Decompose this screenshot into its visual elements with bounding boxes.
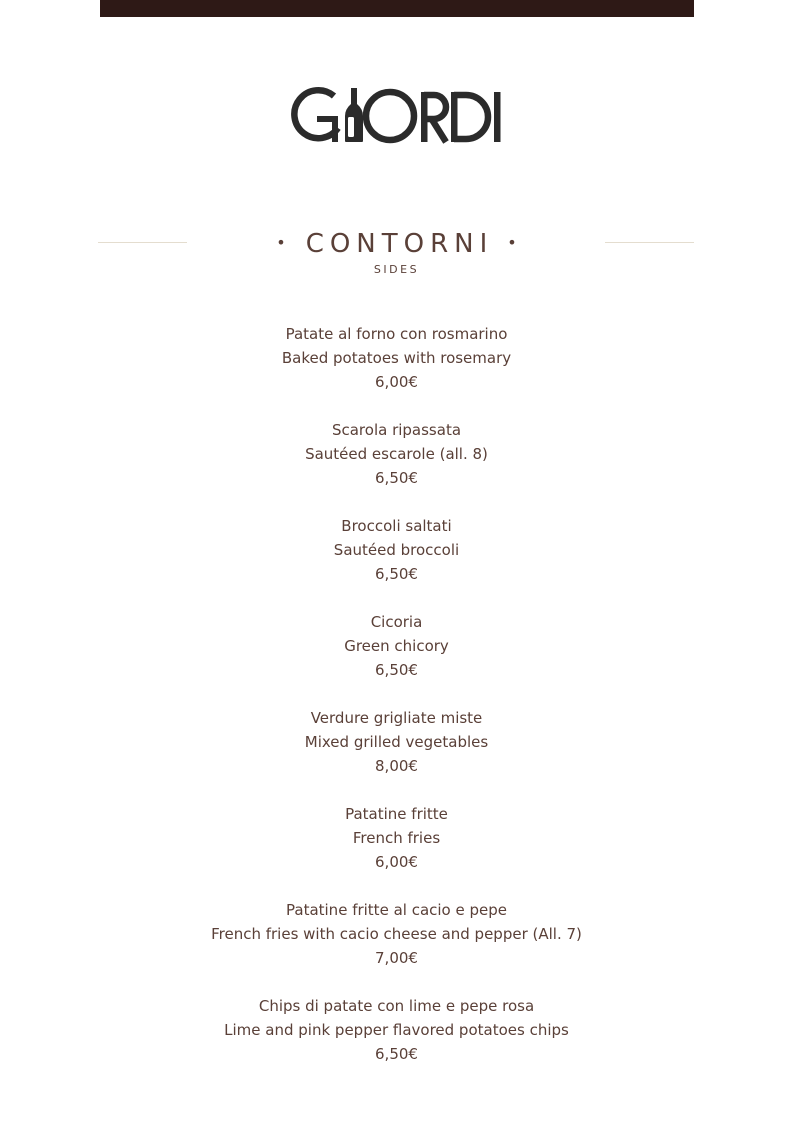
item-english-name: Sautéed escarole (all. 8) <box>305 445 488 463</box>
item-english-name: Sautéed broccoli <box>333 541 460 559</box>
item-price: 6,50€ <box>375 565 418 583</box>
item-italian-name: Cicoria <box>370 613 423 631</box>
item-english-name: Mixed grilled vegetables <box>304 733 489 751</box>
item-price: 7,00€ <box>375 949 418 967</box>
menu-item <box>0 994 793 1090</box>
menu-item <box>0 514 793 610</box>
item-english-name: Lime and pink pepper flavored potatoes chips <box>224 1021 569 1039</box>
menu-item <box>0 610 793 706</box>
item-english-name: Green chicory <box>344 637 449 655</box>
menu-item <box>0 418 793 514</box>
bullet-left: • <box>276 233 286 252</box>
item-italian-name: Broccoli saltati <box>341 517 452 535</box>
section-title-text: CONTORNI <box>305 229 494 259</box>
item-price: 6,50€ <box>375 469 418 487</box>
item-italian-name: Verdure grigliate miste <box>310 709 483 727</box>
menu-item <box>0 706 793 802</box>
item-italian-name: Patatine fritte al cacio e pepe <box>286 901 507 919</box>
item-english-name: French fries <box>352 829 441 847</box>
item-price: 6,00€ <box>375 853 418 871</box>
giordi-logo <box>290 84 504 146</box>
section-subtitle: SIDES <box>373 263 420 276</box>
item-price: 6,00€ <box>375 373 418 391</box>
item-italian-name: Chips di patate con lime e pepe rosa <box>258 997 535 1015</box>
bullet-right: • <box>507 233 517 252</box>
item-italian-name: Patatine fritte <box>345 805 448 823</box>
menu-item <box>0 322 793 418</box>
item-italian-name: Patate al forno con rosmarino <box>285 325 508 343</box>
menu-item <box>0 898 793 994</box>
item-italian-name: Scarola ripassata <box>331 421 462 439</box>
item-price: 6,50€ <box>375 1045 418 1063</box>
menu-item <box>0 802 793 898</box>
menu-items <box>0 322 793 1090</box>
item-price: 6,50€ <box>375 661 418 679</box>
item-english-name: French fries with cacio cheese and pepper (All. 7) <box>211 925 582 943</box>
item-english-name: Baked potatoes with rosemary <box>281 349 512 367</box>
item-price: 8,00€ <box>375 757 418 775</box>
section-title <box>0 225 793 262</box>
top-bar <box>100 0 694 17</box>
